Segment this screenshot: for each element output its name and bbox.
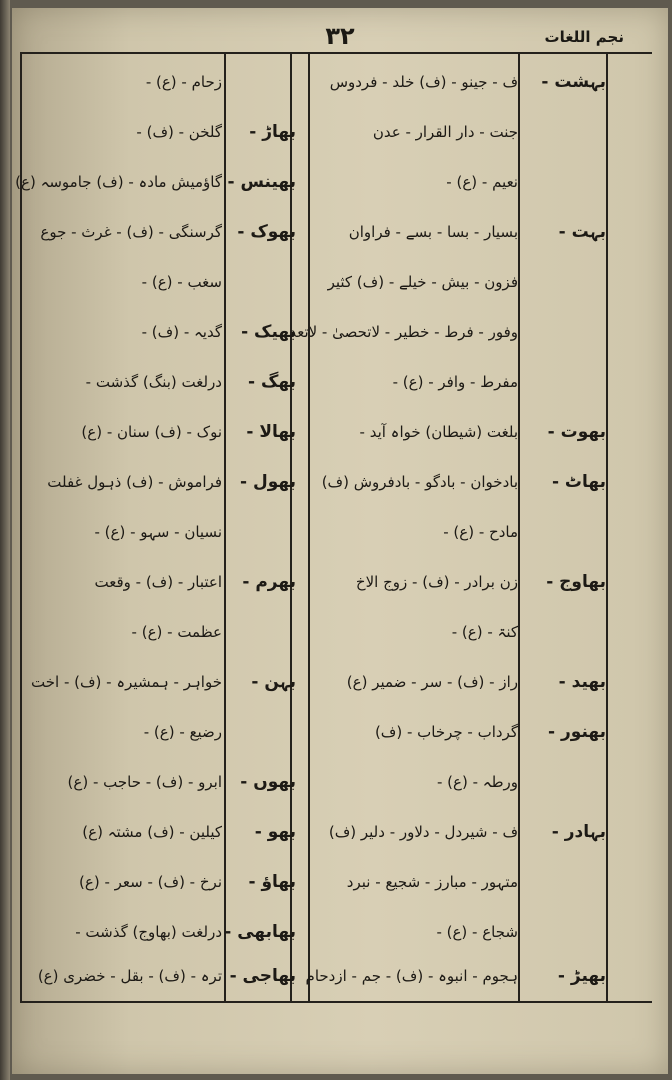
right-headword	[520, 910, 606, 954]
right-definition: ف - جینو - (ف) خلد - فردوس	[329, 73, 518, 91]
right-headword: بھید -	[558, 672, 606, 692]
right-headword	[520, 360, 606, 404]
right-headword: بھاٹ -	[551, 472, 606, 492]
right-headword: بھوت -	[547, 422, 606, 442]
right-headword: بہت -	[558, 222, 606, 242]
left-headword	[224, 710, 296, 754]
table-top-rule	[20, 52, 652, 54]
left-definition: رضیع - (ع) -	[143, 723, 222, 741]
right-definition: بادخوان - بادگو - بادفروش (ف)	[321, 473, 518, 491]
right-definition: مادح - (ع) -	[443, 523, 518, 541]
right-definition: ہجوم - انبوہ - (ف) - جم - ازدحام	[305, 967, 518, 985]
left-definition: گدیہ - (ف) -	[141, 323, 222, 341]
left-definition: گلخن - (ف) -	[136, 123, 222, 141]
right-headword	[520, 310, 606, 354]
left-headword: بھوں -	[240, 772, 296, 792]
right-definition: راز - (ف) - سر - ضمیر (ع)	[346, 673, 518, 691]
left-headword: بھالا -	[246, 422, 296, 442]
right-headword	[520, 110, 606, 154]
right-headword	[520, 260, 606, 304]
right-definition: نعیم - (ع) -	[446, 173, 518, 191]
left-definition: کیلین - (ف) مشتہ (ع)	[82, 823, 222, 841]
table-bottom-rule	[20, 1001, 652, 1003]
left-headword	[224, 60, 296, 104]
left-definition: زحام - (ع) -	[145, 73, 222, 91]
book-spine-shadow	[0, 0, 10, 1080]
right-headword: بھنور -	[548, 722, 606, 742]
left-headword: بھگ -	[248, 372, 296, 392]
left-headword: بھاڑ -	[249, 122, 296, 142]
left-definition: گرسنگی - (ف) - غرث - جوع	[40, 223, 222, 241]
right-headword: بھیڑ -	[557, 966, 606, 986]
right-definition: فزون - بیش - خیلے - (ف) کثیر	[327, 273, 518, 291]
right-definition: مفرط - وافر - (ع) -	[392, 373, 518, 391]
page-number: ۳۲	[325, 22, 355, 50]
right-headword	[520, 510, 606, 554]
right-definition: بلغت (شیطان) خواہ آید -	[359, 423, 518, 441]
right-headword: بھاوج -	[546, 572, 606, 592]
right-definition: زن برادر - (ف) - زوج الاخ	[355, 573, 518, 591]
left-definition: سغب - (ع) -	[141, 273, 222, 291]
left-definition: درلغت (بھاوج) گذشت -	[75, 923, 222, 941]
right-headword	[520, 610, 606, 654]
right-definition: متہور - مبارز - شجیع - نبرد	[346, 873, 518, 891]
right-definition: بسیار - بسا - بسے - فراوان	[348, 223, 518, 241]
left-headword: بھاجی -	[229, 966, 296, 986]
left-definition: گاؤمیش مادہ - (ف) جاموسہ (ع)	[15, 173, 222, 191]
column-rule-3	[308, 52, 310, 1003]
right-definition: شجاع - (ع) -	[436, 923, 518, 941]
left-headword: بھینس -	[227, 172, 296, 192]
left-definition: ترہ - (ف) - بقل - خضری (ع)	[37, 967, 222, 985]
right-headword: بہادر -	[551, 822, 606, 842]
left-definition: ابرو - (ف) - حاجب - (ع)	[67, 773, 222, 791]
left-definition: نوک - (ف) سنان - (ع)	[81, 423, 222, 441]
table-right-rule	[606, 52, 608, 1003]
book-title: نجم اللغات	[544, 28, 624, 46]
right-headword	[520, 760, 606, 804]
left-headword: بھابھی -	[224, 922, 296, 942]
right-definition: گرداب - چرخاب - (ف)	[374, 723, 518, 741]
left-headword: بھاؤ -	[248, 872, 296, 892]
left-definition: درلغت (بنگ) گذشت -	[85, 373, 222, 391]
right-definition: وفور - فرط - خطیر - لاتحصیٰ - لاتعد	[289, 323, 518, 341]
right-definition: ورطہ - (ع) -	[437, 773, 518, 791]
left-definition: نرخ - (ف) - سعر - (ع)	[79, 873, 222, 891]
dictionary-page	[12, 8, 668, 1074]
right-headword	[520, 160, 606, 204]
right-definition: کنۃ - (ع) -	[451, 623, 518, 641]
left-definition: نسیان - سہو - (ع) -	[94, 523, 222, 541]
left-headword	[224, 610, 296, 654]
left-headword: بھیک -	[241, 322, 296, 342]
left-headword: بھوک -	[237, 222, 296, 242]
left-definition: فراموش - (ف) ذہول غفلت	[47, 473, 222, 491]
left-headword: بہن -	[251, 672, 296, 692]
left-headword: بھو -	[254, 822, 296, 842]
left-headword	[224, 510, 296, 554]
right-headword	[520, 860, 606, 904]
left-headword: بھول -	[240, 472, 296, 492]
left-headword: بھرم -	[242, 572, 296, 592]
left-definition: عظمت - (ع) -	[131, 623, 222, 641]
left-definition: خواہر - ہمشیرہ - (ف) - اخت	[31, 673, 222, 691]
right-definition: جنت - دار القرار - عدن	[372, 123, 518, 141]
right-definition: ف - شیردل - دلاور - دلیر (ف)	[328, 823, 518, 841]
left-headword	[224, 260, 296, 304]
left-definition: اعتبار - (ف) - وقعت	[94, 573, 222, 591]
right-headword: بہشت -	[541, 72, 606, 92]
